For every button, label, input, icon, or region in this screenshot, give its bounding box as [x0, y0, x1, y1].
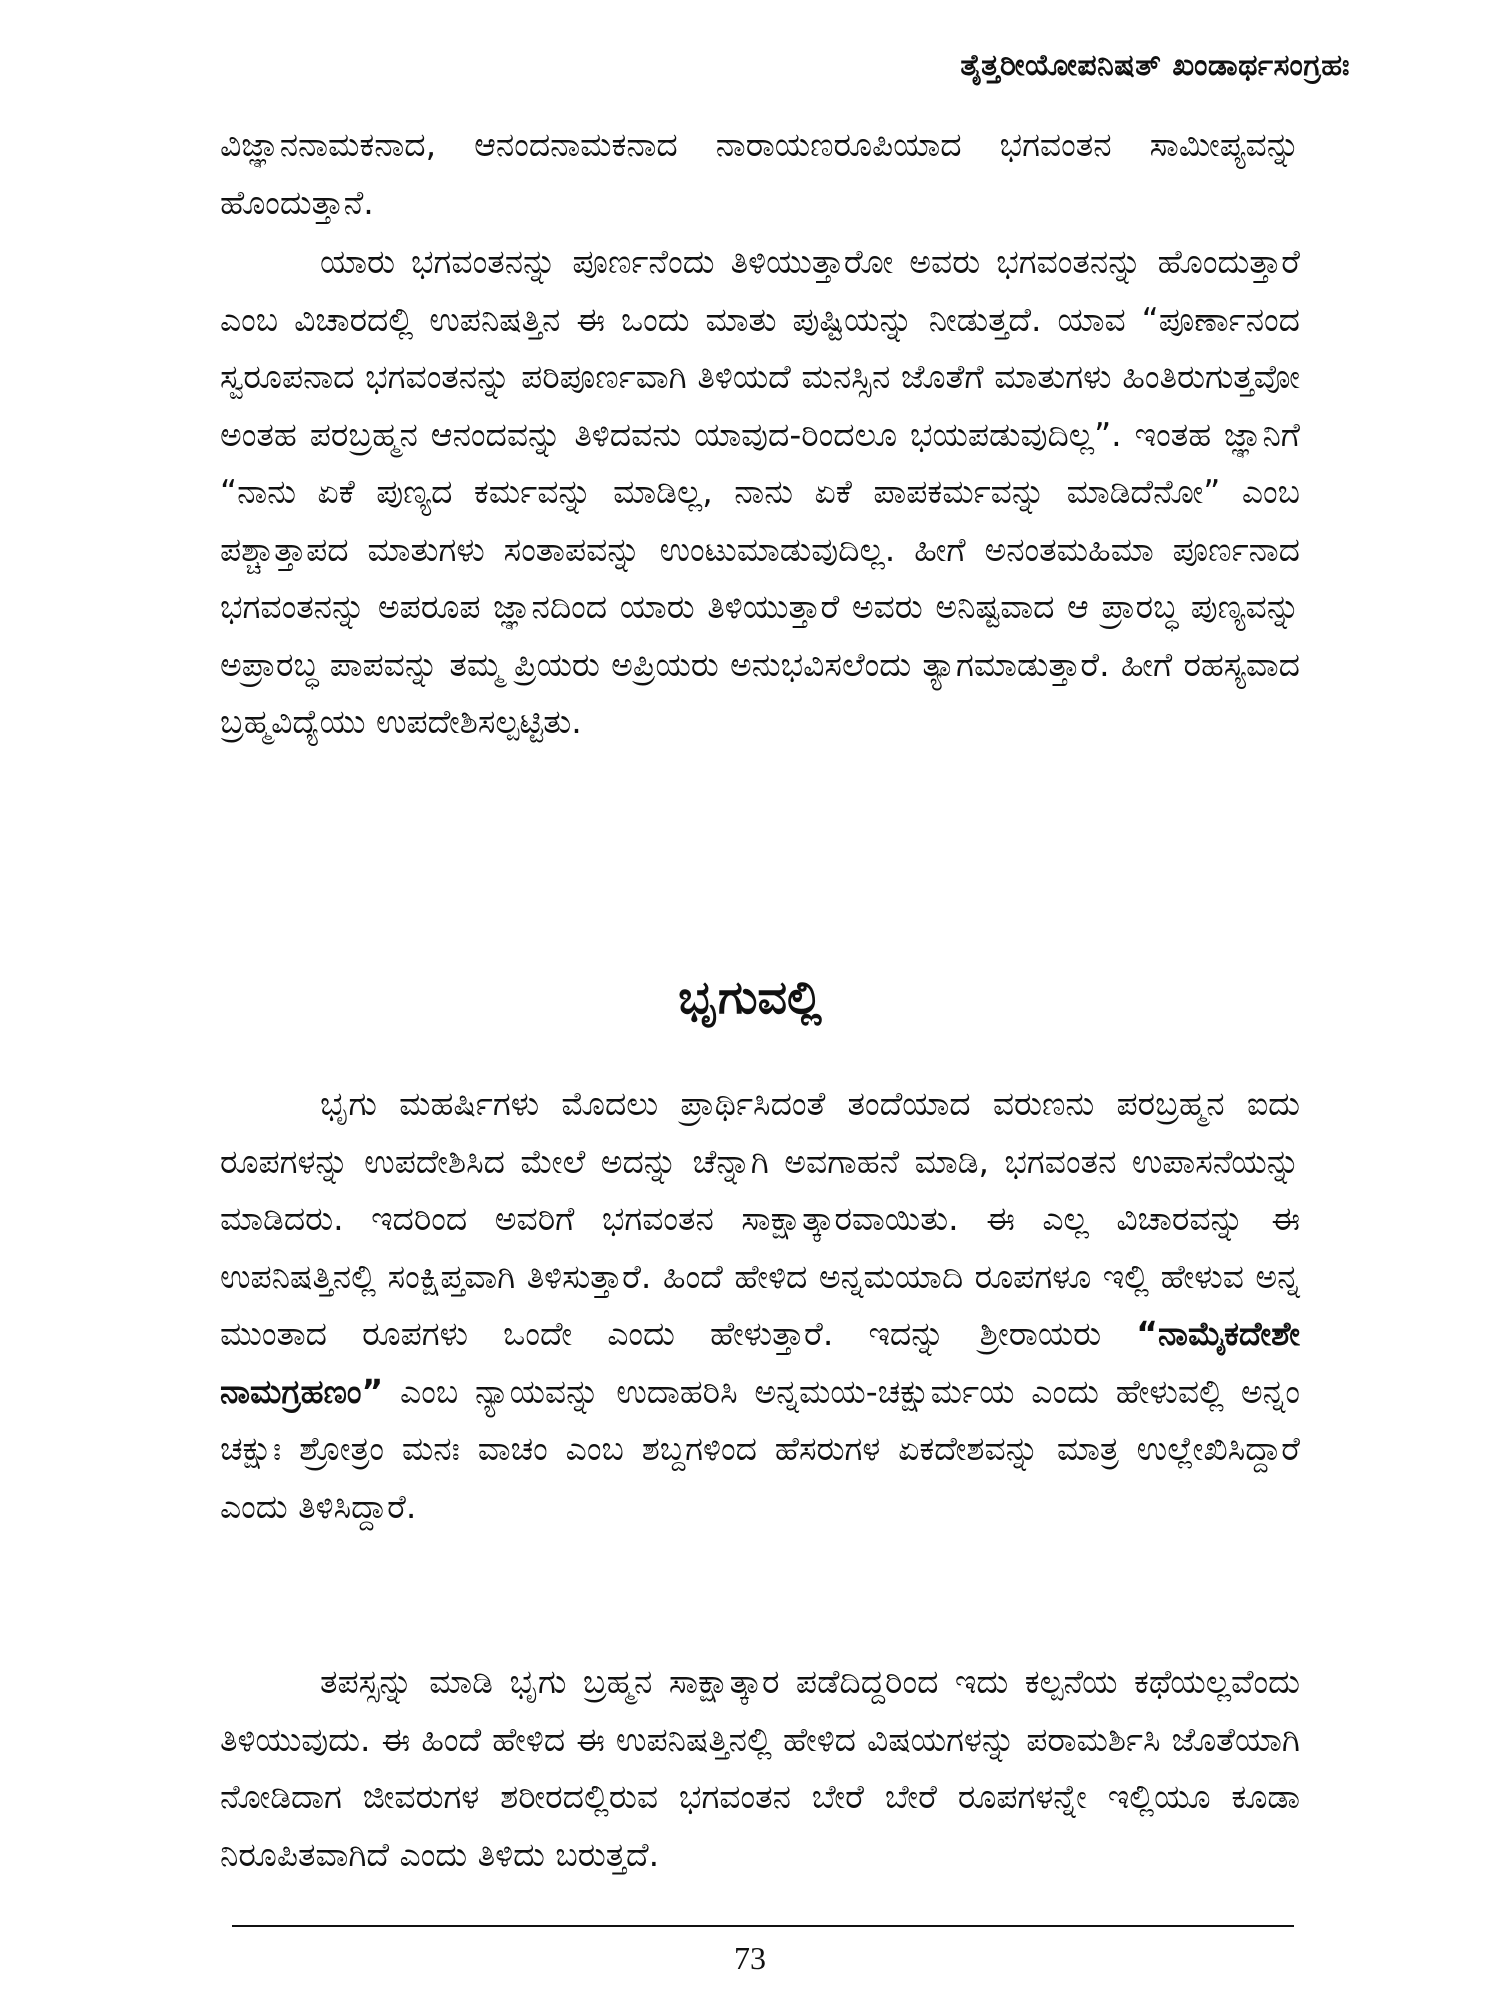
paragraph-purna-knowledge: ಯಾರು ಭಗವಂತನನ್ನು ಪೂರ್ಣನೆಂದು ತಿಳಿಯುತ್ತಾರೋ ಅವರು ಭಗವಂತನನ್ನು ಹೊಂದುತ್ತಾರೆ ಎಂಬ ವಿಚಾರದಲ್ಲಿ ಉಪನಿಷತ್ತಿನ ಈ ಒಂದು ಮಾತು ಪುಷ್ಟಿಯನ್ನು ನೀಡುತ್ತದೆ. ಯಾವ “ಪೂರ್ಣಾನಂದ ಸ್ವರೂಪನಾದ ಭಗವಂತನನ್ನು ಪರಿಪೂರ್ಣವಾಗಿ ತಿಳಿಯದೆ ಮನಸ್ಸಿನ ಜೊತೆಗೆ ಮಾತುಗಳು ಹಿಂತಿರುಗುತ್ತವೋ ಅಂತಹ ಪರಬ್ರಹ್ಮನ ಆನಂದವನ್ನು ತಿಳಿದವನು ಯಾವುದ-ರಿಂದಲೂ ಭಯಪಡುವುದಿಲ್ಲ”. ಇಂತಹ ಜ್ಞಾನಿಗೆ “ನಾನು ಏಕೆ ಪುಣ್ಯದ ಕರ್ಮವನ್ನು ಮಾಡಿಲ್ಲ, ನಾನು ಏಕೆ ಪಾಪಕರ್ಮವನ್ನು ಮಾಡಿದೆನೋ” ಎಂಬ ಪಶ್ಚಾತ್ತಾಪದ ಮಾತುಗಳು ಸಂತಾಪವನ್ನು ಉಂಟುಮಾಡುವುದಿಲ್ಲ. ಹೀಗೆ ಅನಂತಮಹಿಮಾ ಪೂರ್ಣನಾದ ಭಗವಂತನನ್ನು ಅಪರೂಪ ಜ್ಞಾನದಿಂದ ಯಾರು ತಿಳಿಯುತ್ತಾರೆ ಅವರು ಅನಿಷ್ಟವಾದ ಆ ಪ್ರಾರಬ್ಧ ಪುಣ್ಯವನ್ನು ಅಪ್ರಾರಬ್ಧ ಪಾಪವನ್ನು ತಮ್ಮ ಪ್ರಿಯರು ಅಪ್ರಿಯರು ಅನುಭವಿಸಲೆಂದು ತ್ಯಾಗಮಾಡುತ್ತಾರೆ. ಹೀಗೆ ರಹಸ್ಯವಾದ ಬ್ರಹ್ಮವಿದ್ಯೆಯು ಉಪದೇಶಿಸಲ್ಪಟ್ಟಿತು. [220, 242, 1300, 741]
page-number: 73 [734, 1940, 766, 1976]
nyaya-quote: “ನಾಮೈಕದೇಶೇ ನಾಮಗ್ರಹಣಂ” [220, 1314, 1300, 1411]
paragraph-bhrigu-intro-part-2: ಎಂಬ ನ್ಯಾಯವನ್ನು ಉದಾಹರಿಸಿ ಅನ್ನಮಯ-ಚಕ್ಷುರ್ಮಯ ಎಂದು ಹೇಳುವಲ್ಲಿ ಅನ್ನಂ ಚಕ್ಷುಃ ಶ್ರೋತ್ರಂ ಮನಃ ವಾಚಂ ಎಂಬ ಶಬ್ದಗಳಿಂದ ಹೆಸರುಗಳ ಏಕದೇಶವನ್ನು ಮಾತ್ರ ಉಲ್ಲೇಖಿಸಿದ್ದಾರೆ ಎಂದು ತಿಳಿಸಿದ್ದಾರೆ. [220, 1371, 1300, 1526]
paragraph-bhrigu-intro [220, 1075, 1300, 1535]
running-header-title: ತೈತ್ತರೀಯೋಪನಿಷತ್ ಖಂಡಾರ್ಥಸಂಗ್ರಹಃ [960, 48, 1350, 83]
paragraph-bhrigu-intro-part-1: ಭೃಗು ಮಹರ್ಷಿಗಳು ಮೊದಲು ಪ್ರಾರ್ಥಿಸಿದಂತೆ ತಂದೆಯಾದ ವರುಣನು ಪರಬ್ರಹ್ಮನ ಐದು ರೂಪಗಳನ್ನು ಉಪದೇಶಿಸಿದ ಮೇಲೆ ಅದನ್ನು ಚೆನ್ನಾಗಿ ಅವಗಾಹನೆ ಮಾಡಿ, ಭಗವಂತನ ಉಪಾಸನೆಯನ್ನು ಮಾಡಿದರು. ಇದರಿಂದ ಅವರಿಗೆ ಭಗವಂತನ ಸಾಕ್ಷಾತ್ಕಾರವಾಯಿತು. ಈ ಎಲ್ಲ ವಿಚಾರವನ್ನು ಈ ಉಪನಿಷತ್ತಿನಲ್ಲಿ ಸಂಕ್ಷಿಪ್ತವಾಗಿ ತಿಳಿಸುತ್ತಾರೆ. ಹಿಂದೆ ಹೇಳಿದ ಅನ್ನಮಯಾದಿ ರೂಪಗಳೂ ಇಲ್ಲಿ ಹೇಳುವ ಅನ್ನ ಮುಂತಾದ ರೂಪಗಳು ಒಂದೇ ಎಂದು ಹೇಳುತ್ತಾರೆ. ಇದನ್ನು ಶ್ರೀರಾಯರು [220, 1084, 1300, 1353]
footer-rule [232, 1925, 1294, 1927]
paragraph-tapas: ತಪಸ್ಸನ್ನು ಮಾಡಿ ಭೃಗು ಬ್ರಹ್ಮನ ಸಾಕ್ಷಾತ್ಕಾರ ಪಡೆದಿದ್ದರಿಂದ ಇದು ಕಲ್ಪನೆಯ ಕಥೆಯಲ್ಲವೆಂದು ತಿಳಿಯುವುದು. ಈ ಹಿಂದೆ ಹೇಳಿದ ಈ ಉಪನಿಷತ್ತಿನಲ್ಲಿ ಹೇಳಿದ ವಿಷಯಗಳನ್ನು ಪರಾಮರ್ಶಿಸಿ ಜೊತೆಯಾಗಿ ನೋಡಿದಾಗ ಜೀವರುಗಳ ಶರೀರದಲ್ಲಿರುವ ಭಗವಂತನ ಬೇರೆ ಬೇರೆ ರೂಪಗಳನ್ನೇ ಇಲ್ಲಿಯೂ ಕೂಡಾ ನಿರೂಪಿತವಾಗಿದೆ ಎಂದು ತಿಳಿದು ಬರುತ್ತದೆ. [220, 1662, 1300, 1874]
section-heading: ಭೃಗುವಲ್ಲಿ [678, 970, 822, 1024]
paragraph-continuation: ವಿಜ್ಞಾನನಾಮಕನಾದ, ಆನಂದನಾಮಕನಾದ ನಾರಾಯಣರೂಪಿಯಾದ ಭಗವಂತನ ಸಾಮೀಪ್ಯವನ್ನು ಹೊಂದುತ್ತಾನೆ. [220, 125, 1300, 222]
